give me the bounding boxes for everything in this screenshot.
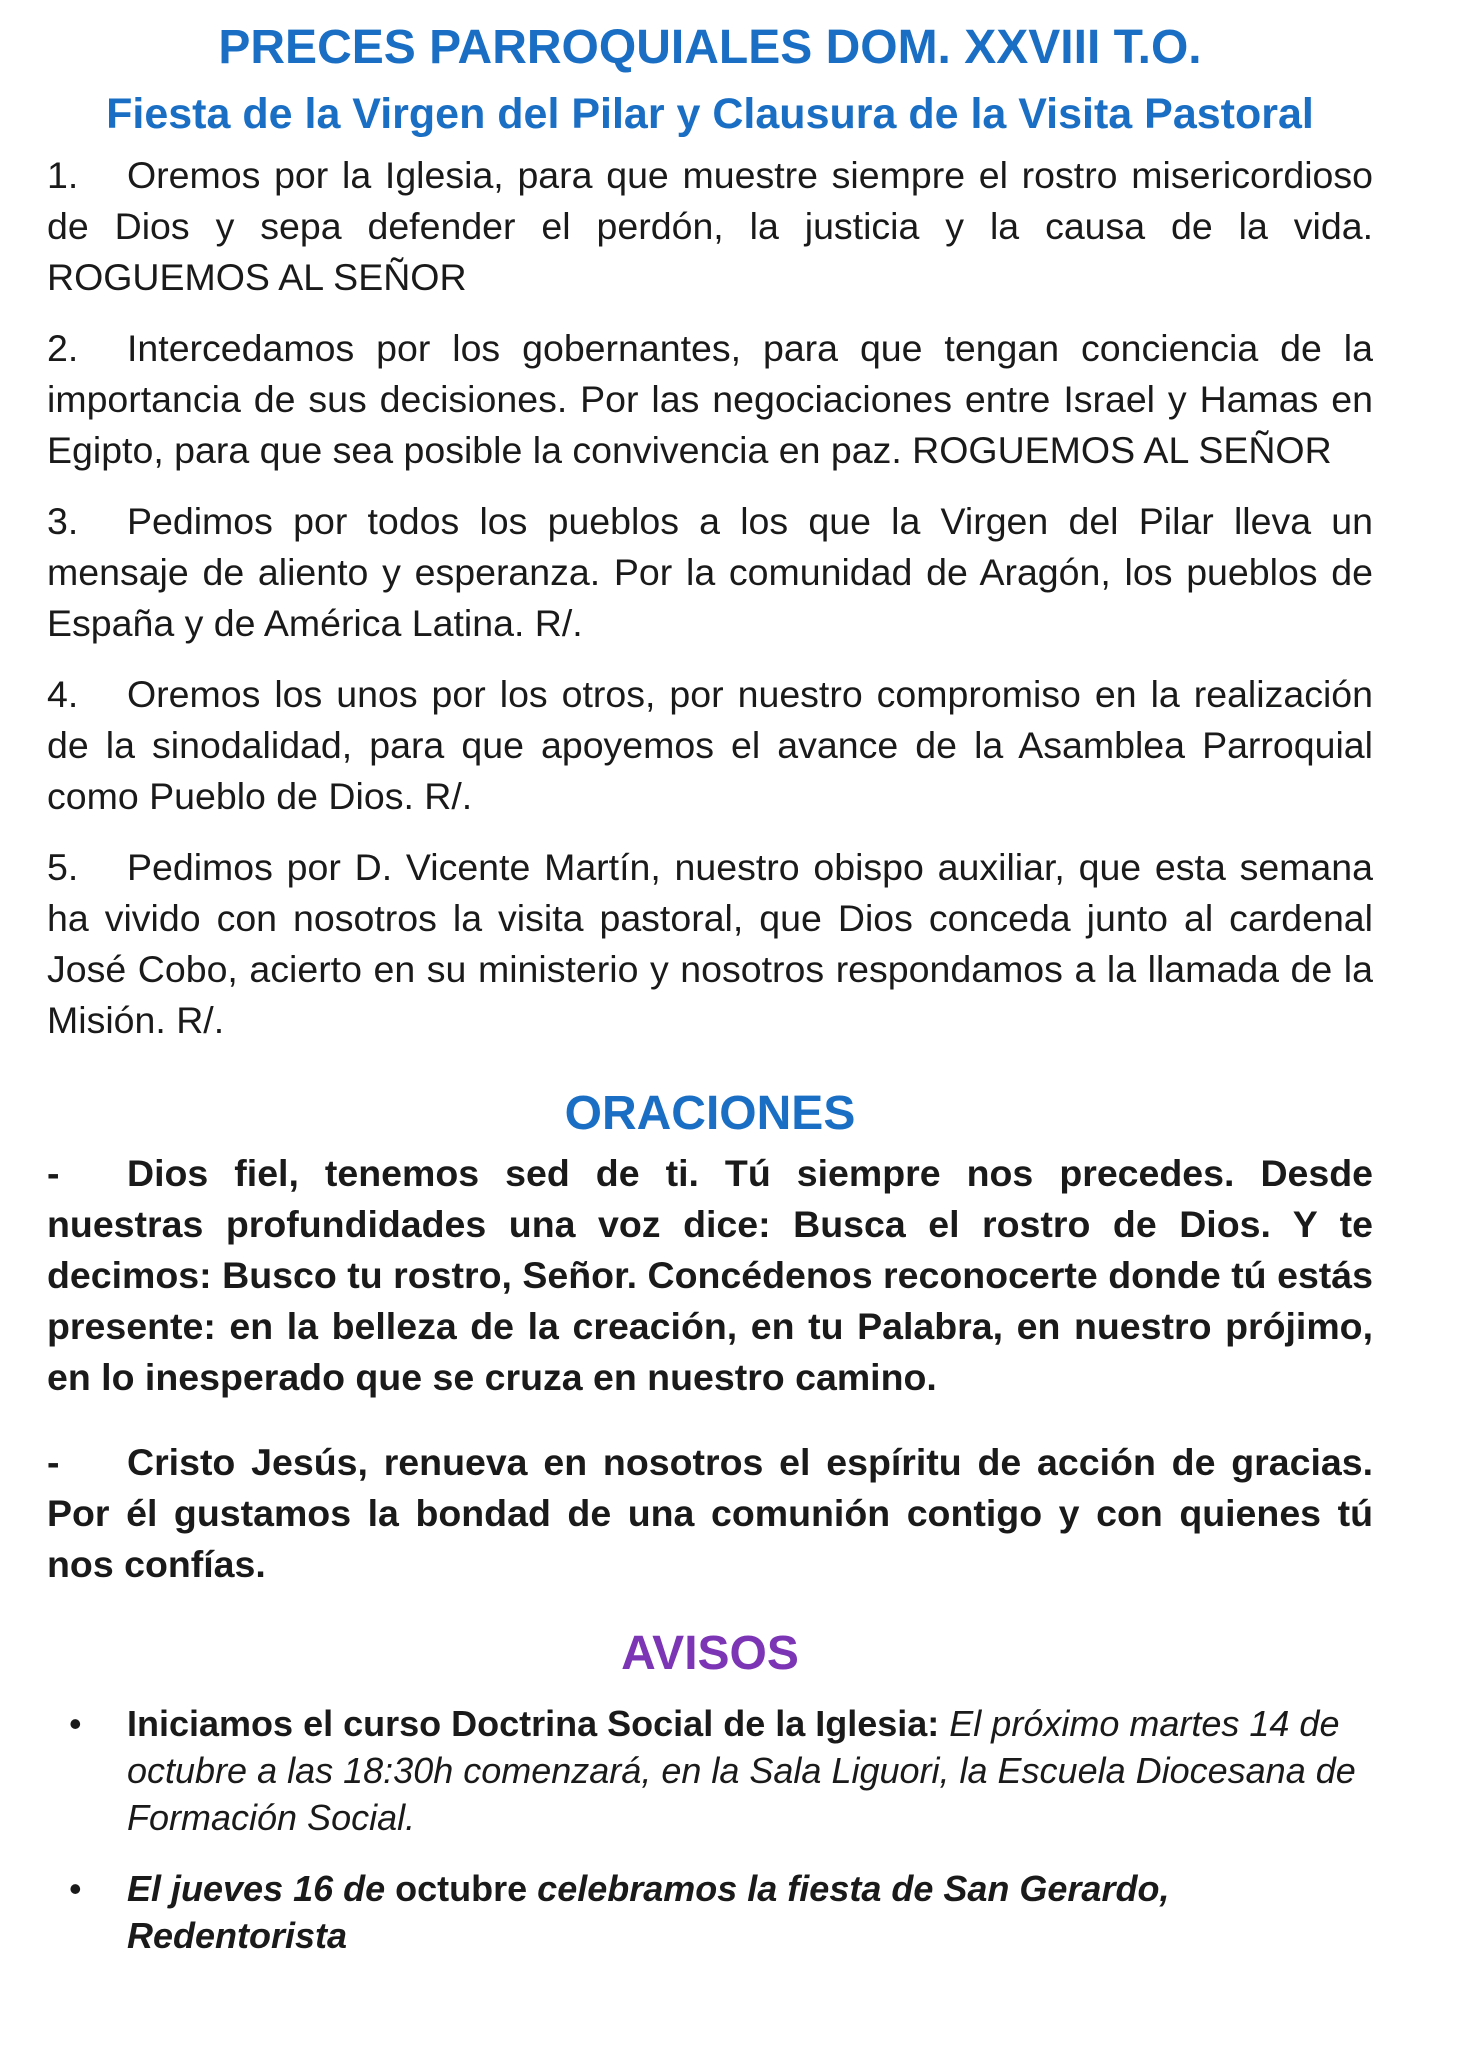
aviso-text-part-2: octubre — [385, 1868, 538, 1909]
page-subtitle: Fiesta de la Virgen del Pilar y Clausura de la Visita Pastoral — [106, 90, 1314, 138]
aviso-text-part-1: El jueves 16 de — [127, 1868, 386, 1909]
prex-text: Oremos los unos por los otros, por nuestro compromiso en la realización de la sinodalidad, para que apoyemos el avance de la Asamblea Parroquial como Pueblo de Dios. R/. — [47, 673, 1373, 817]
aviso-text-part-3: celebramos la fiesta de San Gerardo, Redentorista — [127, 1868, 1170, 1956]
bullet-icon: • — [69, 1868, 82, 1909]
page-title: PRECES PARROQUIALES DOM. XXVIII T.O. — [218, 21, 1202, 74]
prex-number: 3. — [47, 500, 79, 542]
prex-number: 4. — [47, 673, 79, 715]
oraciones-heading: ORACIONES — [564, 1087, 856, 1140]
prex-item-4 — [47, 669, 1373, 822]
aviso-lead: Iniciamos el curso Doctrina Social de la Iglesia: — [127, 1703, 940, 1744]
avisos-heading: AVISOS — [621, 1627, 799, 1680]
oracion-item-2 — [47, 1437, 1373, 1590]
prex-item-3 — [47, 496, 1373, 649]
prex-item-1 — [47, 150, 1373, 303]
prex-item-5 — [47, 842, 1373, 1046]
oracion-text: Cristo Jesús, renueva en nosotros el espíritu de acción de gracias. Por él gustamos la bondad de una comunión contigo y con quienes tú nos confías. — [47, 1441, 1373, 1585]
oracion-item-1 — [47, 1148, 1373, 1403]
document-page — [47, 18, 1373, 1983]
prex-text: Intercedamos por los gobernantes, para que tengan conciencia de la importancia de sus decisiones. Por las negociaciones entre Israel y Hamas en Egipto, para que sea posible la convivencia en paz. ROGUEMOS AL SEÑOR — [47, 327, 1373, 471]
prex-item-2 — [47, 323, 1373, 476]
aviso-detail: El próximo martes 14 de octubre a las 18:30h comenzará, en la Sala Liguori, la Escuela Diocesana de Formación Social. — [127, 1703, 1356, 1838]
aviso-item-2 — [47, 1865, 1373, 1959]
prex-number: 5. — [47, 846, 79, 888]
prex-number: 1. — [47, 154, 79, 196]
preces-list — [47, 150, 1373, 1046]
oracion-text: Dios fiel, tenemos sed de ti. Tú siempre nos precedes. Desde nuestras profundidades una voz dice: Busca el rostro de Dios. Y te decimos: Busco tu rostro, Señor. Concédenos reconocerte donde tú estás presente: en la belleza de la creación, en tu Palabra, en nuestro prójimo, en lo inesperado que se cruza en nuestro camino. — [47, 1152, 1373, 1398]
bullet-icon: • — [69, 1703, 82, 1744]
prex-text: Pedimos por D. Vicente Martín, nuestro obispo auxiliar, que esta semana ha vivido con nosotros la visita pastoral, que Dios conceda junto al cardenal José Cobo, acierto en su ministerio y nosotros respondamos a la llamada de la Misión. R/. — [47, 846, 1373, 1041]
prex-text: Oremos por la Iglesia, para que muestre siempre el rostro misericordioso de Dios y sepa defender el perdón, la justicia y la causa de la vida. ROGUEMOS AL SEÑOR — [47, 154, 1373, 298]
oracion-marker: - — [47, 1152, 60, 1194]
oracion-marker: - — [47, 1441, 60, 1483]
aviso-item-1 — [47, 1700, 1373, 1841]
prex-text: Pedimos por todos los pueblos a los que la Virgen del Pilar lleva un mensaje de aliento y esperanza. Por la comunidad de Aragón, los pueblos de España y de América Latina. R/. — [47, 500, 1373, 644]
avisos-list — [47, 1700, 1373, 1959]
prex-number: 2. — [47, 327, 79, 369]
